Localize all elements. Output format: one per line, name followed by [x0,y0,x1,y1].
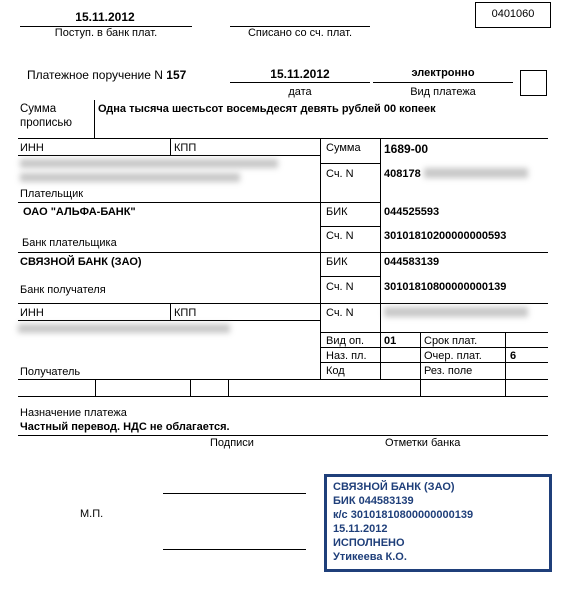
payer-bank-bik-label: БИК [326,206,348,218]
payer-kpp-label: КПП [174,142,197,154]
order-date-line [230,82,370,83]
signature-line-1 [163,493,306,494]
payer-account-redacted [424,168,528,178]
grid-vline [95,379,96,396]
purpose-label: Назначение платежа [20,407,127,419]
grid-vline [380,138,381,379]
order-number: 157 [166,68,187,82]
stamp-bank-name: СВЯЗНОЙ БАНК (ЗАО) [333,481,455,493]
bank-stamp [324,474,552,572]
recipient-kpp-label: КПП [174,307,197,319]
recipient-bank-bik-label: БИК [326,256,348,268]
signatures-label: Подписи [210,437,254,449]
grid-line [18,155,320,156]
order-date: 15.11.2012 [270,67,330,81]
grid-line [320,332,548,333]
recipient-label: Получатель [20,366,81,378]
grid-line [320,226,380,227]
recipient-account-redacted [384,307,528,317]
order-label [27,68,186,82]
amount-words-label: Сумма прописью [20,103,73,129]
grid-vline [320,138,321,379]
grid-line [18,396,548,397]
bank-receipt-date: 15.11.2012 [75,10,135,24]
stamp-corr-account: к/с 30101810800000000139 [333,509,474,521]
op-type: 01 [384,335,397,347]
grid-line [18,379,548,380]
grid-line [320,202,380,203]
bank-marks-label: Отметки банка [385,437,461,449]
grid-vline [505,332,506,396]
amount-words: Одна тысяча шестьсот восемьдесят девять рублей 00 копеек [98,103,436,115]
payer-bank-bik: 044525593 [384,206,440,218]
grid-line [320,276,380,277]
recipient-bank-bik: 044583139 [384,256,440,268]
pay-deadline-label: Срок плат. [424,335,478,347]
recipient-bank-account-label: Сч. N [326,281,354,293]
recipient-account-label: Сч. N [326,307,354,319]
grid-line [320,347,548,348]
signature-line-2 [163,549,306,550]
purpose-text: Частный перевод. НДС не облагается. [20,421,230,433]
code-label: Код [326,365,345,377]
mp-label: М.П. [80,508,104,520]
amount-words-divider [94,100,95,138]
bank-receipt-label: Поступ. в банк плат. [54,27,158,39]
payment-type-label: Вид платежа [410,86,476,98]
reserve-label: Рез. поле [424,365,473,377]
pay-order: 6 [510,350,517,362]
stamp-date: 15.11.2012 [333,523,388,535]
status-box [520,70,547,96]
recipient-bank-account: 30101810800000000139 [384,281,507,293]
stamp-operator: Утикеева К.О. [333,551,407,563]
sum-label: Сумма [326,142,361,154]
payer-bank-name: ОАО "АЛЬФА-БАНК" [23,206,136,218]
payer-bank-account: 30101810200000000593 [384,230,507,242]
pay-order-label: Очер. плат. [424,350,482,362]
purpose-line [18,435,548,436]
payer-label: Плательщик [20,188,84,200]
form-code: 0401060 [491,8,535,20]
grid-vline [170,138,171,155]
grid-vline [420,332,421,396]
grid-vline [228,379,229,396]
recipient-name-redacted [18,324,230,333]
grid-line [320,362,548,363]
grid-vline [170,303,171,320]
order-date-label: дата [288,86,312,98]
grid-line [320,163,380,164]
recipient-inn-label: ИНН [20,307,44,319]
purpose-code-label: Наз. пл. [326,350,367,362]
payer-name-redacted [20,159,278,168]
grid-line [18,138,548,139]
payer-bank-label: Банк плательщика [22,237,117,249]
recipient-bank-label: Банк получателя [20,284,106,296]
op-type-label: Вид оп. [326,335,365,347]
payment-type-line [373,82,513,83]
sum-value: 1689-00 [384,142,429,156]
stamp-bik: БИК 044583139 [333,495,414,507]
grid-line [18,202,320,203]
payment-type: электронно [411,67,475,79]
payer-name-redacted [20,173,240,182]
recipient-bank-name: СВЯЗНОЙ БАНК (ЗАО) [20,256,142,268]
payer-account-visible: 408178 [384,168,421,180]
payer-inn-label: ИНН [20,142,44,154]
order-label-text: Платежное поручение N [27,68,163,82]
debit-label: Списано со сч. плат. [247,27,353,39]
stamp-status: ИСПОЛНЕНО [333,537,405,549]
grid-line [18,303,548,304]
payer-account-label: Сч. N [326,168,354,180]
grid-line [18,252,548,253]
payer-bank-account-label: Сч. N [326,230,354,242]
grid-vline [190,379,191,396]
grid-line [18,320,320,321]
